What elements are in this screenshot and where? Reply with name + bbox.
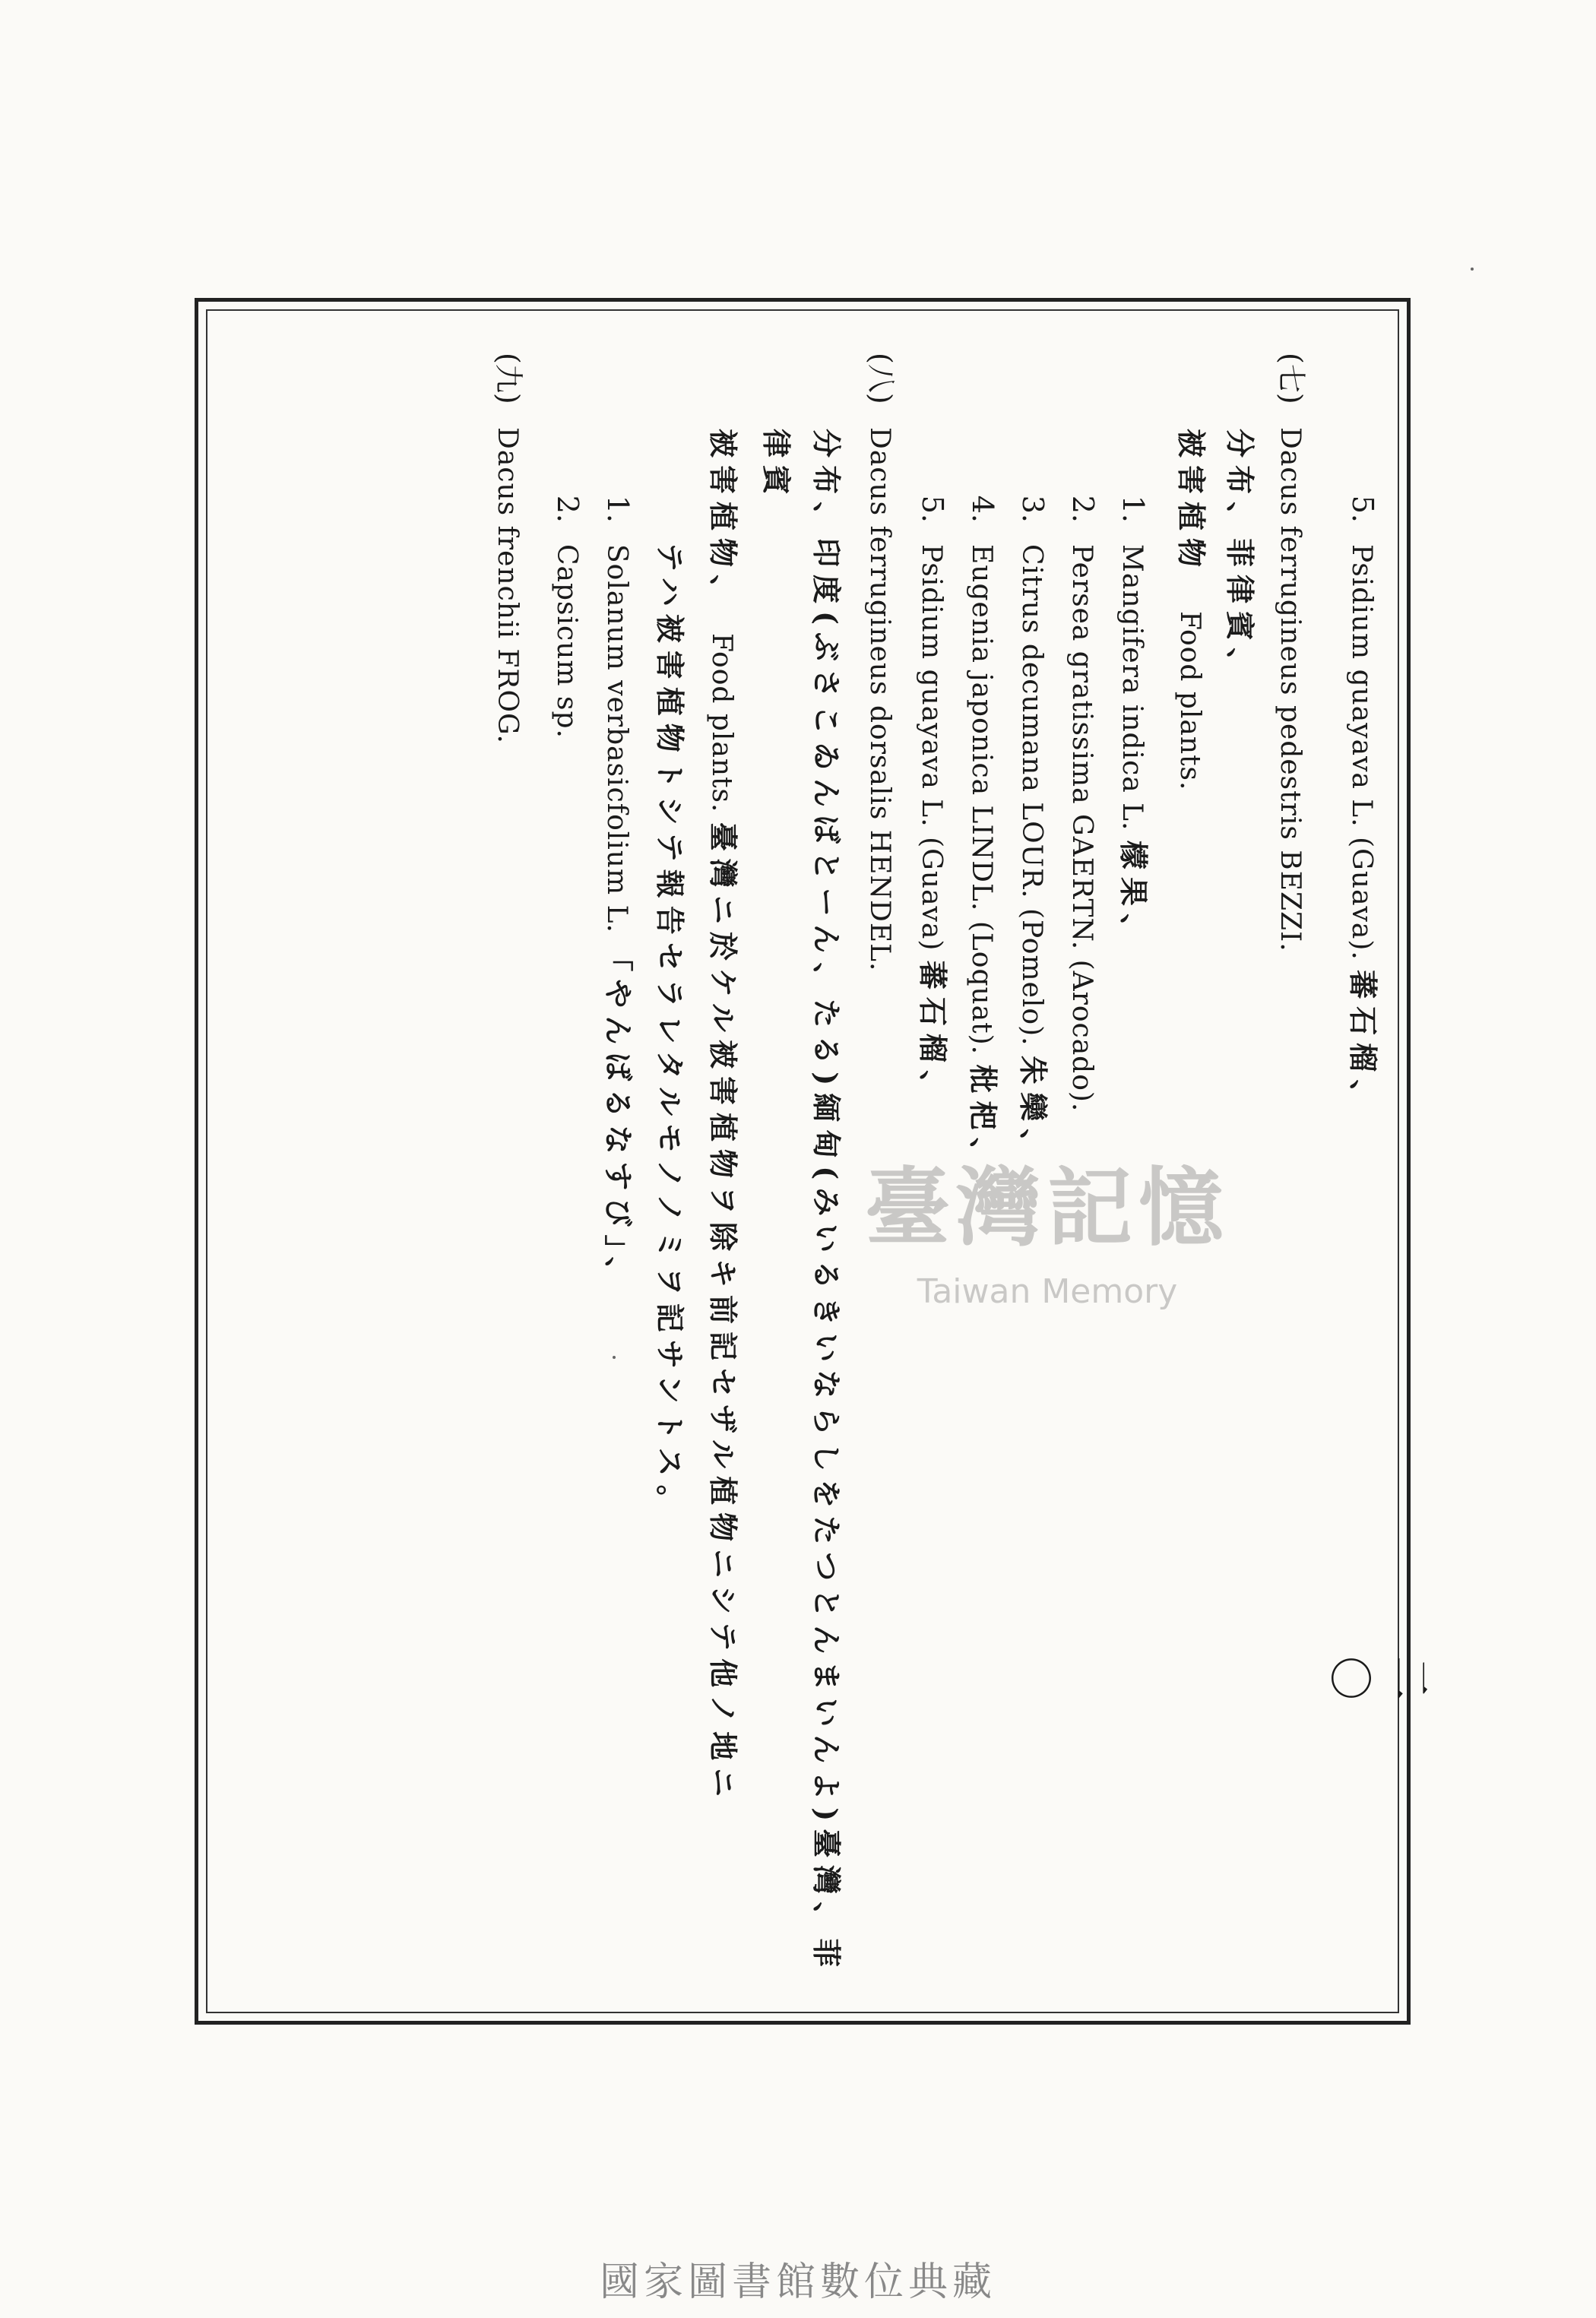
text-segment: 蕃石榴、 [1346,970,1380,1116]
item-number: 3. [1016,495,1050,523]
scan-speck [1471,268,1474,271]
item-number: 5. [1346,495,1379,523]
text-segment: テハ被害植物トシテ報告セラレタルモノノミヲ記サントス。 [653,543,687,1522]
text-segment: Food plants. [1174,611,1205,791]
text-segment: 分布、菲律賓、 [1223,429,1257,685]
section-marker: (九) [492,353,525,404]
text-segment: Dacus ferrugineus pedestris BEZZI. [1275,427,1306,952]
text-segment: 「やんばるなすび」、 [601,942,635,1294]
text-line [646,322,693,2000]
item-number: 2. [1066,495,1100,523]
text-segment: Psidium guayava L. (Guava). [1346,544,1377,971]
text-segment: Persea gratissima GAERTN. (Arocado). [1066,544,1097,1113]
text-segment: 律賓 [759,429,793,502]
text-segment: 分布、印度(ぶさこゐんばとーん、たる)緬甸(みいるきいならしをたつとんまいんよ)臺灣、菲 [809,429,844,1975]
item-number: 2. [551,495,584,523]
text-segment: 被害植物、 [706,429,740,634]
text-segment: Dacus ferrugineus dorsalis HENDEL. [864,427,895,972]
text-line [752,322,800,2000]
watermark-logo-text: 臺灣記憶 [865,1159,1230,1258]
item-number: 4. [966,495,999,523]
section-marker: (八) [864,353,898,404]
text-segment: Dacus frenchii FROG. [492,427,523,744]
text-segment: Food plants. [706,633,737,822]
text-segment: 蕃石榴、 [916,960,950,1107]
text-line [594,322,641,2000]
text-segment: 朱欒、 [1016,1056,1050,1166]
item-number: 1. [601,495,635,523]
text-segment: Psidium guayava L. (Guava) [916,544,947,961]
item-number: 5. [916,495,949,523]
section-marker: (七) [1275,353,1308,404]
text-segment: 被害植物 [1174,429,1208,612]
text-segment: Citrus decumana LOUR. (Pomelo). [1016,544,1047,1056]
text-segment: Capsicum sp. [551,544,582,739]
text-segment: Solanum verbasicfolium L. [601,544,632,943]
watermark [796,1148,1298,1345]
footer-archive-label: 國家圖書館數位典藏 [599,2259,996,2305]
text-segment: Mangifera indica L. [1116,544,1148,841]
text-segment: 枇杷、 [966,1064,1000,1174]
text-line [699,322,746,2000]
text-line [1339,322,1386,2000]
item-number: 1. [1116,495,1150,523]
text-segment: Eugenia japonica LINDL. (Loquat). [966,544,997,1065]
page-number: 二〇 [1324,1655,1436,1700]
text-line [544,322,591,2000]
text-segment: 檬果、 [1116,840,1151,950]
text-segment: 臺灣ニ於ケル被害植物ヲ除キ前記セザル植物ニシテ他ノ地ニ [706,822,740,1805]
text-line [485,322,532,2000]
watermark-english: Taiwan Memory [917,1272,1178,1311]
